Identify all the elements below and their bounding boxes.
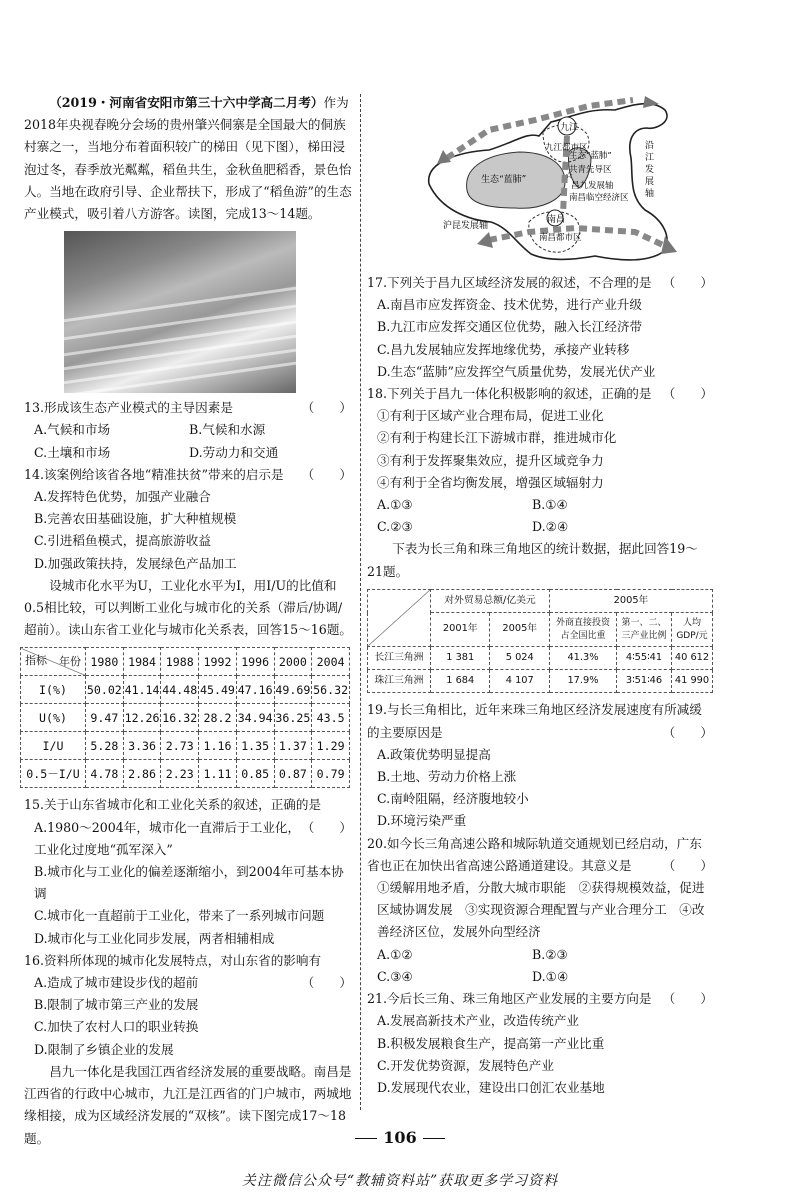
intro-15-16: 设城市化水平为U，工业化水平为I，用I/U的比值和0.5相比较，可以判断工业化与城市化的关系（滞后/协调/超前）。读山东省工业化与城市化关系表，回答15～16题。 (24, 577, 353, 638)
map-label: 南昌 (547, 215, 566, 225)
table-corner (368, 589, 431, 646)
question-19: 19.与长三角相比，近年来珠三角地区经济发展速度有所减缓的主要原因是 （ ） A.政策优势明显提高 B.土地、劳动力价格上涨 C.南岭阻隔，经济腹地较小 D.环境污染严重 (367, 699, 713, 832)
option: B.限制了城市第三产业的发展 (34, 997, 199, 1013)
year-header: 1992 (199, 648, 237, 676)
column-divider (360, 94, 361, 1110)
option: D.加强政策扶持，发展绿色产品加工 (34, 555, 237, 571)
statement: ①有利于区域产业合理布局，促进工业化 (377, 408, 604, 424)
option: B.九江市应发挥交通区位优势，融入长江经济带 (377, 319, 643, 335)
table-row: 0.5－I/U 4.78 2.86 2.23 1.11 0.85 0.87 0.79 (21, 760, 350, 788)
shandong-table (20, 647, 350, 788)
map-label: 昌九发展轴 (571, 181, 614, 191)
option: D.劳动力和交通 (189, 444, 279, 460)
option: C.南岭阻隔，经济腹地较小 (377, 791, 529, 807)
option: A.南昌市应发挥资金、技术优势，进行产业升级 (377, 297, 642, 313)
table-row: I(%) 50.02 41.14 44.48 45.49 47.16 49.69 56.32 (21, 676, 350, 704)
question-13: 13.形成该生态产业模式的主导因素是 （ ） A.气候和市场 B.气候和水源 C.土壤和市场 D.劳动力和交通 (24, 397, 352, 464)
changjiu-map (419, 92, 689, 264)
question-14: 14.该案例给该省各地“精准扶贫”带来的启示是 （ ） A.发挥特色优势，加强产业融合 B.完善农田基础设施，扩大种植规模 C.引进稻鱼模式，提高旅游收益 D.加强政策扶持，发展绿色产品加工 (24, 464, 352, 575)
map-label: 南昌临空经济区 (569, 193, 629, 203)
option: A.1980～2004年，城市化一直滞后于工业化，工业化过度地“孤军深入” (34, 819, 301, 857)
map-label: 沪昆发展轴 (443, 221, 489, 231)
option: D.生态“蓝肺”应发挥空气质量优势，发展光伏产业 (377, 363, 656, 379)
table-row: I/U 5.28 3.36 2.73 1.16 1.35 1.37 1.29 (21, 732, 350, 760)
map-label: 江 (645, 153, 655, 163)
option: B.城市化与工业化的偏差逐渐缩小，到2004年可基本协调 (34, 864, 344, 902)
option: D.②④ (532, 519, 569, 535)
year-header: 1996 (236, 648, 274, 676)
option: B.积极发展粮食生产，提高第一产业比重 (377, 1035, 605, 1051)
map-label: 共青先导区 (569, 165, 612, 175)
year-header: 1984 (123, 648, 161, 676)
map-label: 沿 (645, 141, 655, 151)
year-header: 1988 (161, 648, 199, 676)
option: B.②③ (532, 946, 568, 962)
year-header: 2000 (274, 648, 312, 676)
option: C.城市化一直超前于工业化，带来了一系列城市问题 (34, 908, 325, 924)
statement: ②有利于构建长江下游城市群，推进城市化 (377, 430, 617, 446)
option: C.加快了农村人口的职业转换 (34, 1019, 199, 1035)
option: D.环境污染严重 (377, 813, 467, 829)
axis-arrow (477, 232, 493, 248)
question-21: 21.今后长三角、珠三角地区产业发展的主要方向是 （ ） A.发展高新技术产业，改造传统产业 B.积极发展粮食生产，提高第一产业比重 C.开发优势资源，发展特色产业 D.发展现代农业，建设出口创汇农业基地 (367, 988, 713, 1099)
table-corner: 年份 指标 (21, 648, 86, 676)
option: D.发展现代农业，建设出口创汇农业基地 (377, 1079, 605, 1095)
question-20: 20.如今长三角高速公路和城际轨道交通规划已经启动，广东省也正在加快出省高速公路通道建设。其意义是 （ ） ①缓解用地矛盾，分散大城市职能 ②获得规模效益，促进区域协调发展 ③实现资源合理配置与产业合理分工 ④改善经济区位，发展外向型经济 A.①② B.②③ C.③④ D.①④ (367, 833, 713, 988)
map-label: 发 (645, 165, 655, 175)
page-number: 106 (0, 1128, 800, 1147)
option: D.城市化与工业化同步发展，两者相辅相成 (34, 930, 275, 946)
statement: ①缓解用地矛盾，分散大城市职能 ②获得规模效益，促进区域协调发展 ③实现资源合理配置与产业合理分工 ④改善经济区位，发展外向型经济 (377, 880, 705, 940)
star-icon: ☆ (565, 171, 574, 181)
intro-source: （2019・河南省安阳市第三十六中学高二月考） (49, 95, 324, 110)
yanjiang-axis (447, 100, 633, 158)
table-row: U(%) 9.47 12.26 16.32 28.2 34.94 36.25 43.5 (21, 704, 350, 732)
intro-13-14: （2019・河南省安阳市第三十六中学高二月考）作为2018年央视春晚分会场的贵州肇兴侗寨是全国最大的侗族村寨之一，当地分布着面积较广的梯田（见下图），梯田浸泡过冬，春季放光粼粼，稻鱼共生，金秋鱼肥稻香，景色怡人。当地在政府引导、企业帮扶下，形成了“稻鱼游”的生态产业模式，吸引着八方游客。读图，完成13～14题。 (24, 95, 352, 222)
delta-table: 对外贸易总额/亿美元 2005年 2001年 2005年 外商直接投资占全国比重 第一、二、三产业比例 人均GDP/元 长江三角洲 1 381 5 024 41.3% 4∶55∶41 40 612 珠江三角洲 1 684 4 107 17.9% 3∶51∶46 41 990 (367, 589, 713, 694)
right-column (367, 92, 713, 1099)
map-label: 展 (645, 177, 655, 187)
map-label: 九江都市区 (545, 143, 588, 153)
option: B.土地、劳动力价格上涨 (377, 769, 517, 785)
map-label: 生态“蓝肺” (481, 175, 527, 185)
option: A.发展高新技术产业，改造传统产业 (377, 1013, 580, 1029)
year-header: 1980 (86, 648, 124, 676)
map-label: 生态“蓝肺” (569, 151, 612, 161)
option: C.引进稻鱼模式，提高旅游收益 (34, 533, 211, 549)
table-row: 长江三角洲 1 381 5 024 41.3% 4∶55∶41 40 612 (368, 647, 713, 670)
option: A.①② (377, 946, 413, 962)
intro-19-21: 下表为长三角和珠三角地区的统计数据，据此回答19～21题。 (367, 541, 698, 579)
left-column (24, 92, 352, 1150)
map-label: 九江 (560, 123, 579, 133)
option: D.①④ (532, 968, 569, 984)
option: A.①③ (377, 497, 413, 513)
option: C.昌九发展轴应发挥地缘优势，承接产业转移 (377, 341, 630, 357)
question-17: 17.下列关于昌九区域经济发展的叙述，不合理的是 （ ） A.南昌市应发挥资金、技术优势，进行产业升级 B.九江市应发挥交通区位优势，融入长江经济带 C.昌九发展轴应发挥地缘优势，承接产业转移 D.生态“蓝肺”应发挥空气质量优势，发展光伏产业 (367, 272, 713, 383)
option: C.土壤和市场 (34, 444, 111, 460)
option: A.发挥特色优势，加强产业融合 (34, 489, 211, 505)
option: A.造成了城市建设步伐的超前 (34, 975, 199, 991)
axis-arrow (643, 96, 659, 108)
table-row: 珠江三角洲 1 684 4 107 17.9% 3∶51∶46 41 990 (368, 670, 713, 693)
question-16: 16.资料所体现的城市化发展特点，对山东省的影响有 （ ） A.造成了城市建设步伐的超前 B.限制了城市第三产业的发展 C.加快了农村人口的职业转换 D.限制了乡镇企业的发展 (24, 950, 352, 1061)
option: B.气候和水源 (189, 422, 266, 438)
statement: ③有利于发挥聚集效应，提升区域竞争力 (377, 452, 604, 468)
option: D.限制了乡镇企业的发展 (34, 1041, 174, 1057)
year-header: 2004 (312, 648, 350, 676)
option: C.③④ (377, 968, 413, 984)
intro-17-18: 昌九一体化是我国江西省经济发展的重要战略。南昌是江西省的行政中心城市，九江是江西省的门户城市，两城地缘相接，成为区域经济发展的“双核”。读下图完成17～18题。 (24, 1063, 352, 1146)
map-label: 南昌都市区 (539, 233, 582, 243)
option: B.完善农田基础设施，扩大种植规模 (34, 511, 237, 527)
option: A.气候和市场 (34, 422, 111, 438)
map-label: 轴 (645, 189, 655, 199)
question-18: 18.下列关于昌九一体化积极影响的叙述，正确的是 （ ） ①有利于区域产业合理布局，促进工业化 ②有利于构建长江下游城市群，推进城市化 ③有利于发挥聚集效应，提升区域竞争力 ④有利于全省均衡发展，增强区域辐射力 A.①③ B.①④ C.②③ D.②④ (367, 383, 713, 538)
option: A.政策优势明显提高 (377, 746, 491, 762)
option: C.开发优势资源，发展特色产业 (377, 1057, 554, 1073)
question-15: 15.关于山东省城市化和工业化关系的叙述，正确的是 （ ） A.1980～2004年，城市化一直滞后于工业化，工业化过度地“孤军深入” B.城市化与工业化的偏差逐渐缩小，到2004年可基本协调 C.城市化一直超前于工业化，带来了一系列城市问题 D.城市化与工业化同步发展，两者相辅相成 (24, 794, 352, 949)
axis-arrow (661, 236, 677, 254)
option: B.①④ (532, 497, 568, 513)
statement: ④有利于全省均衡发展，增强区域辐射力 (377, 474, 604, 490)
footer-watermark: 关注微信公众号“教辅资料站”获取更多学习资料 (241, 1173, 559, 1189)
option: C.②③ (377, 519, 413, 535)
terrace-photo (64, 231, 296, 393)
